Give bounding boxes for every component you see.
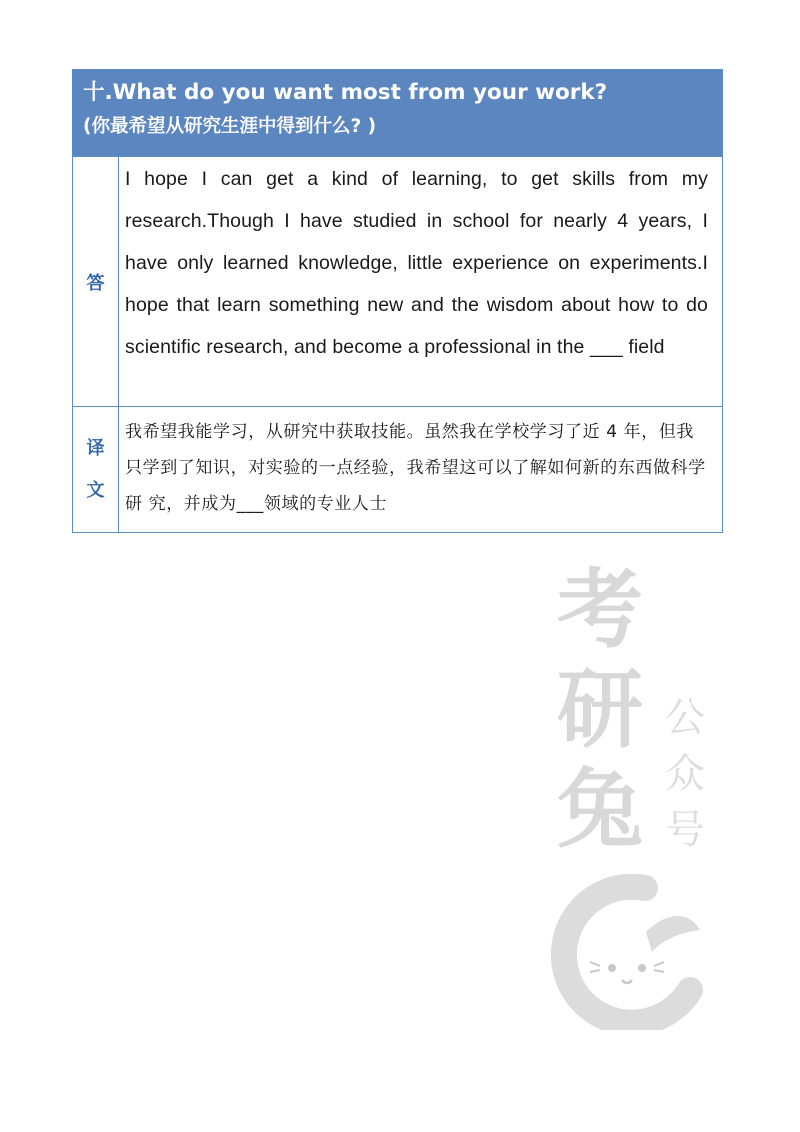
qa-card — [72, 69, 723, 533]
question-chinese: (你最希望从研究生涯中得到什么? ) — [83, 116, 377, 137]
translation-label — [73, 407, 119, 532]
translation-text: 我希望我能学习，从研究中获取技能。虽然我在学校学习了近 4 年，但我只学到了知识，对实验的一点经验，我希望这可以了解如何新的东西做科学研 究，并成为___领域的专业人士 — [125, 422, 706, 514]
translation-label-line1: 译 — [86, 437, 105, 459]
question-header — [73, 70, 722, 156]
translation-cell — [119, 407, 722, 532]
answer-cell — [119, 157, 722, 406]
watermark-main-text: 考研兔 — [557, 560, 643, 860]
rabbit-logo-icon — [550, 870, 710, 1030]
answer-text: I hope I can get a kind of learning, to get skills from my research.Though I have studied in school for nearly 4 years, I have only learned knowledge, little experience on experiments.I hope that learn something new and the wisdom about how to do scientific research, and become a professional in the ___ field — [125, 168, 708, 358]
answer-row — [73, 156, 722, 406]
translation-row — [73, 406, 722, 532]
translation-label-line2: 文 — [86, 479, 105, 501]
answer-label: 答 — [73, 157, 119, 406]
watermark-side-text: 公众号 — [665, 695, 705, 853]
question-english: 十.What do you want most from your work? — [83, 80, 608, 105]
